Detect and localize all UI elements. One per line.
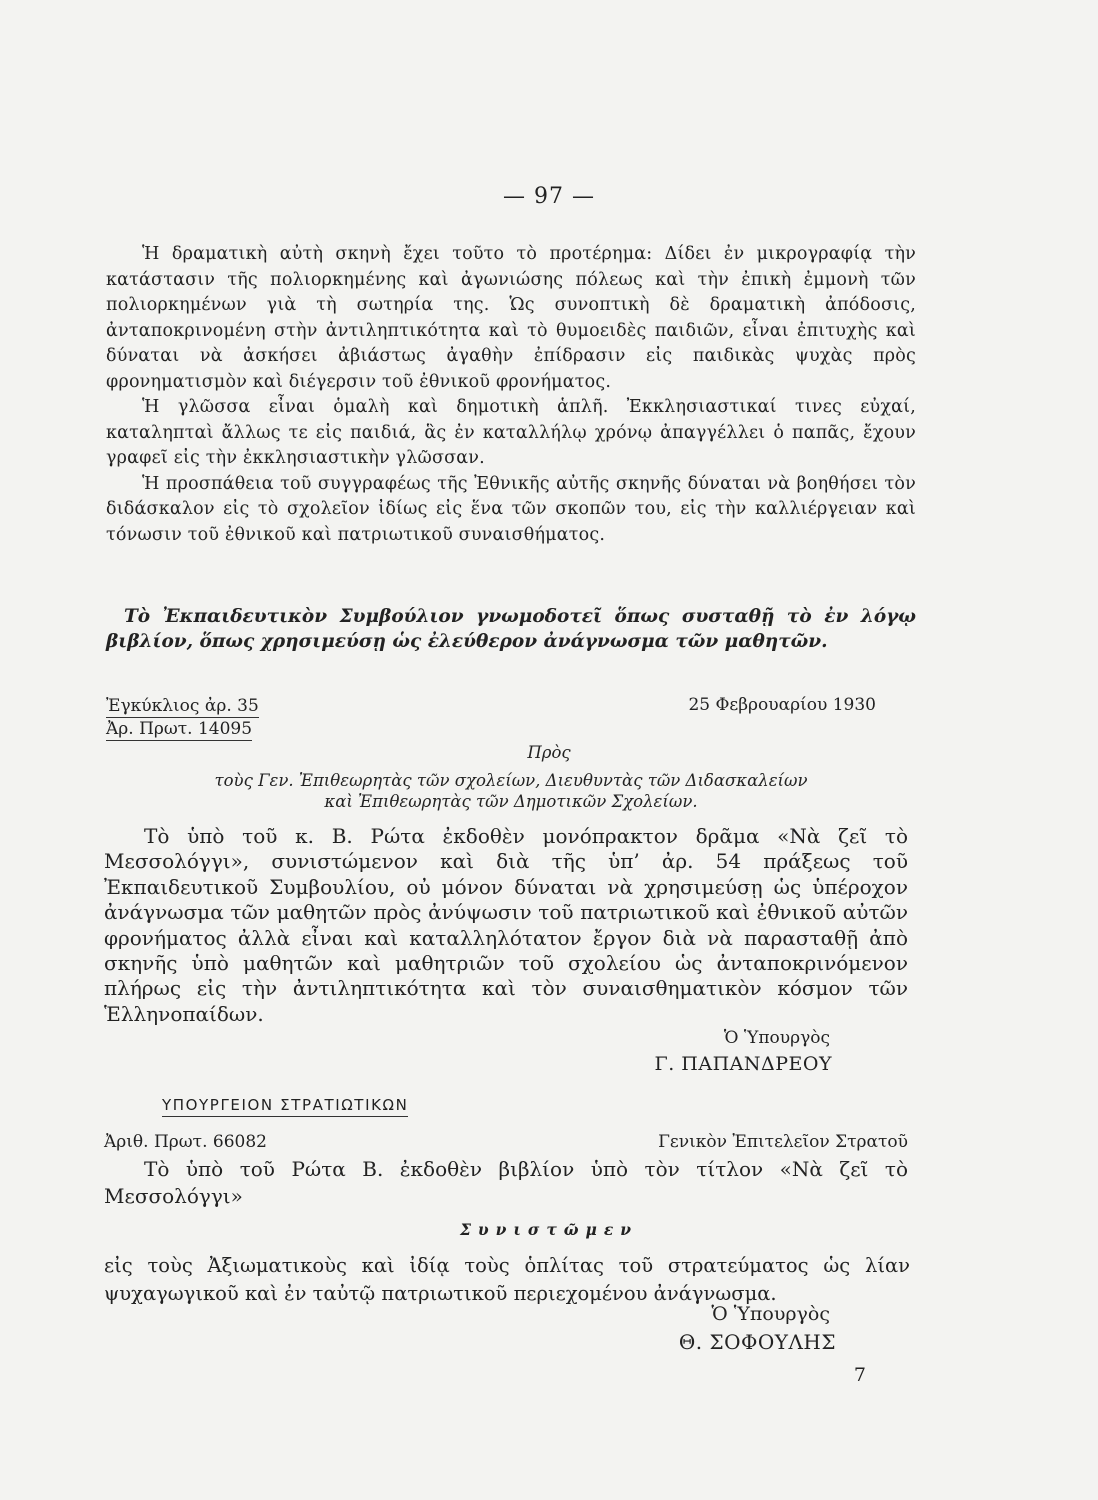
page-number: — 97 — bbox=[503, 184, 595, 209]
addressees-line: καὶ Ἐπιθεωρητὰς τῶν Δημοτικῶν Σχολείων. bbox=[324, 792, 698, 811]
military-protocol: Ἀριθ. Πρωτ. 66082 bbox=[104, 1132, 267, 1152]
ministry-heading: ΥΠΟΥΡΓΕΙΟΝ ΣΤΡΑΤΙΩΤΙΚΩΝ bbox=[162, 1096, 408, 1117]
signature-title: Ὁ Ὑπουργὸς bbox=[711, 1303, 830, 1325]
signature-name: Γ. ΠΑΠΑΝΔΡΕΟΥ bbox=[654, 1053, 832, 1075]
military-body-2 bbox=[104, 1252, 910, 1308]
circular-body bbox=[104, 824, 908, 1027]
addressees-line: τοὺς Γεν. Ἐπιθεωρητὰς τῶν σχολείων, Διευθυντὰς τῶν Διδασκαλείων bbox=[214, 771, 808, 790]
signature-title: Ὁ Ὑπουργὸς bbox=[723, 1028, 830, 1048]
general-staff: Γενικὸν Ἐπιτελεῖον Στρατοῦ bbox=[658, 1132, 908, 1152]
circular-date: 25 Φεβρουαρίου 1930 bbox=[688, 695, 876, 715]
to-heading: Πρὸς bbox=[527, 743, 571, 762]
signature-name: Θ. ΣΟΦΟΥΛΗΣ bbox=[678, 1330, 836, 1354]
review-text bbox=[106, 242, 916, 548]
paragraph: Τὸ ὑπὸ τοῦ κ. Β. Ρώτα ἐκδοθὲν μονόπρακτον δρᾶμα «Νὰ ζεῖ τὸ Μεσσολόγγι», συνιστώμενον καὶ διὰ τῆς ὑπ’ ἀρ. 54 πράξεως τοῦ Ἐκπαιδευτικοῦ Συμβουλίου, οὐ μόνον δύναται νὰ χρησιμεύσῃ ὡς ὑπέροχον ἀνάγνωσμα τῶν μαθητῶν πρὸς ἀνύψωσιν τοῦ πατριωτικοῦ καὶ ἐθνικοῦ αὐτῶν φρονήματος ἀλλὰ εἶναι καὶ καταλληλότατον ἔργον διὰ νὰ παρασταθῇ ἀπὸ σκηνῆς ὑπὸ μαθητῶν καὶ μαθητριῶν τοῦ σχολείου ὡς ἀνταποκρινόμενον πλήρως εἰς τὴν ἀντιληπτικότητα καὶ τὸν συναισθηματικὸν κόσμον τῶν Ἑλληνοπαίδων. bbox=[104, 824, 908, 1026]
paragraph: Ἡ γλῶσσα εἶναι ὁμαλὴ καὶ δημοτικὴ ἁπλῆ. Ἐκκλησιαστικαί τινες εὐχαί, καταληπταὶ ἄλλως τε εἰς παιδιά, ἃς ἐν καταλλήλῳ χρόνῳ ἀπαγγέλλει ὁ παπᾶς, ἔχουν γραφεῖ εἰς τὴν ἐκκλησιαστικὴν γλῶσσαν. bbox=[106, 397, 916, 468]
paragraph: Ἡ δραματικὴ αὐτὴ σκηνὴ ἔχει τοῦτο τὸ προτέρημα: Δίδει ἐν μικρογραφίᾳ τὴν κατάστασιν τῆς πολιορκημένης καὶ ἀγωνιώσης πόλεως καὶ τὴν ἐπικὴ ἐμμονὴ τῶν πολιορκημένων γιὰ τὴ σωτηρία της. Ὡς συνοπτικὴ δὲ δραματικὴ ἀπόδοσις, ἀνταποκρινομένη στὴν ἀντιληπτικότητα καὶ τὸ θυμοειδὲς παιδιῶν, εἶναι ἐπιτυχὴς καὶ δύναται νὰ ἀσκήσει ἀβιάστως ἀγαθὴν ἐπίδρασιν εἰς παιδικὰς ψυχὰς πρὸς φρονηματισμὸν καὶ διέγερσιν τοῦ ἐθνικοῦ φρονήματος. bbox=[106, 244, 916, 392]
military-body bbox=[104, 1156, 908, 1210]
sheet-number: 7 bbox=[853, 1364, 866, 1386]
addressees bbox=[106, 770, 916, 812]
recommend-heading: Συνιστῶμεν bbox=[459, 1220, 639, 1239]
circular-protocol: Ἀρ. Πρωτ. 14095 bbox=[106, 719, 253, 739]
paragraph: εἰς τοὺς Ἀξιωματικοὺς καὶ ἰδίᾳ τοὺς ὁπλίτας τοῦ στρατεύματος ὡς λίαν ψυχαγωγικοῦ καὶ ἐν ταὐτῷ πατριωτικοῦ περιεχομένου ἀνάγνωσμα. bbox=[104, 1254, 910, 1305]
circular-number: Ἐγκύκλιος ἀρ. 35 bbox=[106, 696, 259, 716]
paragraph: Τὸ ὑπὸ τοῦ Ρώτα Β. ἐκδοθὲν βιβλίον ὑπὸ τὸν τίτλον «Νὰ ζεῖ τὸ Μεσσολόγγι» bbox=[104, 1157, 908, 1208]
council-opinion: Τὸ Ἐκπαιδευτικὸν Συμβούλιον γνωμοδοτεῖ ὅπως συσταθῇ τὸ ἐν λόγῳ βιβλίον, ὅπως χρησιμεύσῃ ὡς ἐλεύθερον ἀνάγνωσμα τῶν μαθητῶν. bbox=[106, 606, 916, 652]
paragraph: Ἡ προσπάθεια τοῦ συγγραφέως τῆς Ἐθνικῆς αὐτῆς σκηνῆς δύναται νὰ βοηθήσει τὸν διδάσκαλον εἰς τὸ σχολεῖον ἰδίως εἰς ἕνα τῶν σκοπῶν του, εἰς τὴν καλλιέργειαν καὶ τόνωσιν τοῦ ἐθνικοῦ καὶ πατριωτικοῦ συναισθήματος. bbox=[106, 473, 916, 545]
circular-reference bbox=[106, 695, 259, 741]
